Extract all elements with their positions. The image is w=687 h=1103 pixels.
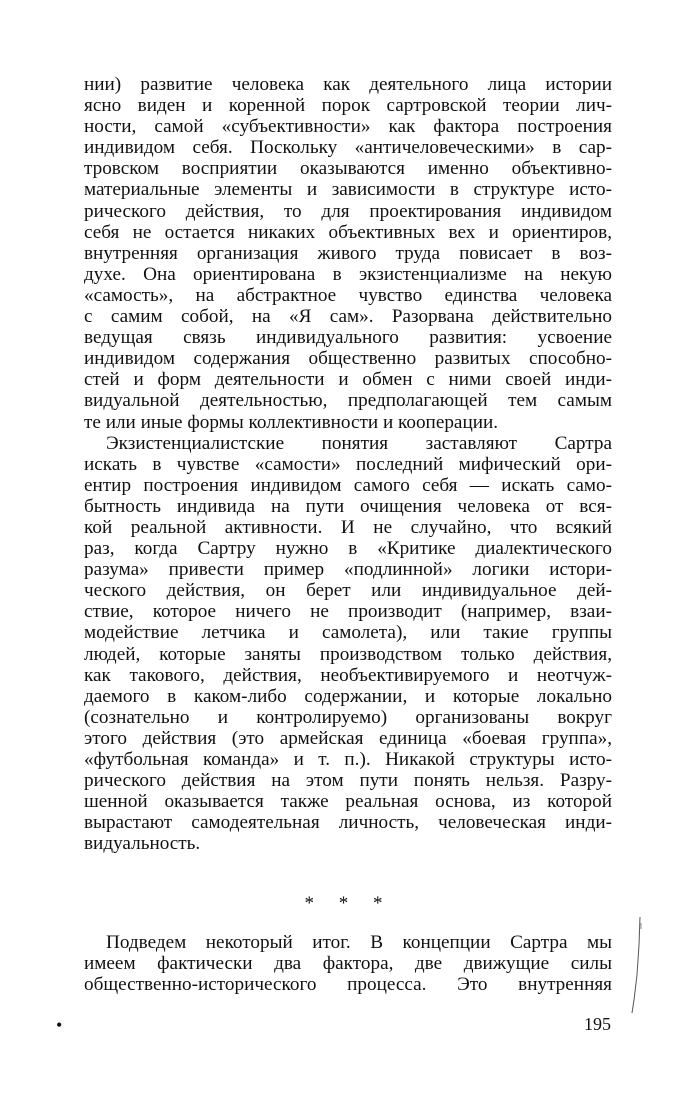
- text-line: видуальность.: [84, 833, 201, 855]
- text-line: как такового, действия, необъективируемого и неотчуж-: [84, 664, 612, 686]
- text-line: рического действия, то для проектирования индивидом: [84, 200, 612, 222]
- text-line: себя не остается никаких объективных вех и ориентиров,: [84, 221, 612, 243]
- text-line: ентир построения индивидом самого себя — искать само-: [84, 474, 612, 496]
- paragraph-3: [84, 932, 612, 995]
- text-line: людей, которые заняты производством только действия,: [84, 643, 612, 665]
- text-line: «футбольная команда» и т. п.). Никакой структуры исто-: [84, 749, 612, 770]
- text-line: духе. Она ориентирована в экзистенциализме на некую: [84, 263, 612, 285]
- text-line: индивидом содержания общественно развитых способно-: [84, 348, 612, 370]
- text-line: ясно виден и коренной порок сартровской теории лич-: [84, 95, 612, 117]
- text-line: разума» привести пример «подлинной» логики истори-: [84, 559, 612, 581]
- text-line: Экзистенциалистские понятия заставляют Сартра: [106, 432, 612, 454]
- text-line: раз, когда Сартру нужно в «Критике диалектического: [84, 538, 612, 560]
- text-line: вырастают самодеятельная личность, человеческая инди-: [84, 812, 612, 834]
- footer-signature-mark: •: [56, 1015, 63, 1035]
- text-line: ческого действия, он берет или индивидуальное дей-: [84, 580, 612, 602]
- text-line: материальные элементы и зависимости в структуре исто-: [84, 179, 612, 201]
- section-separator: * * *: [304, 893, 393, 914]
- text-line: даемого в каком-либо содержании, и которые локально: [84, 685, 612, 707]
- text-line: индивидом себя. Поскольку «античеловеческими» в сар-: [84, 137, 612, 159]
- paragraph-2: [84, 433, 612, 855]
- text-line: искать в чувстве «самости» последний мифический ори-: [84, 453, 612, 475]
- text-line: «самость», на абстрактное чувство единства человека: [84, 284, 612, 306]
- paragraph-1: [84, 74, 612, 433]
- text-line: общественно-исторического процесса. Это внутренняя: [84, 974, 612, 996]
- text-line: с самим собой, на «Я сам». Разорвана действительно: [84, 306, 612, 328]
- text-line: ности, самой «субъективности» как фактора построения: [84, 116, 612, 138]
- text-line: (сознательно и контролируемо) организованы вокруг: [84, 706, 612, 728]
- text-line: шенной оказывается также реальная основа, из которой: [84, 791, 612, 813]
- text-line: те или иные формы коллективности и кооперации.: [84, 411, 499, 433]
- text-line: стей и форм деятельности и обмен с ними своей инди-: [84, 369, 612, 391]
- text-line: тровском восприятии оказываются именно объективно-: [84, 158, 612, 180]
- text-line: Подведем некоторый итог. В концепции Сартра мы: [106, 932, 612, 953]
- text-line: имеем фактически два фактора, две движущие силы: [84, 953, 612, 975]
- text-line: ствие, которое ничего не производит (например, взаи-: [84, 601, 612, 623]
- page-body: [84, 74, 612, 854]
- text-line: модействие летчика и самолета), или такие группы: [84, 622, 612, 644]
- text-line: нии) развитие человека как деятельного лица истории: [84, 74, 612, 95]
- text-line: рического действия на этом пути понять нельзя. Разру-: [84, 770, 612, 792]
- text-line: кой реальной активности. И не случайно, что всякий: [84, 516, 612, 538]
- page-number: 195: [584, 1014, 611, 1034]
- text-line: видуальной деятельностью, предполагающей тем самым: [84, 390, 612, 412]
- text-line: бытность индивида на пути очищения человека от вся-: [84, 495, 612, 517]
- text-line: этого действия (это армейская единица «боевая группа»,: [84, 727, 612, 749]
- margin-pencil-mark: [626, 915, 646, 1015]
- text-line: ведущая связь индивидуального развития: усвоение: [84, 327, 612, 349]
- text-line: внутренняя организация живого труда повисает в воз-: [84, 242, 612, 264]
